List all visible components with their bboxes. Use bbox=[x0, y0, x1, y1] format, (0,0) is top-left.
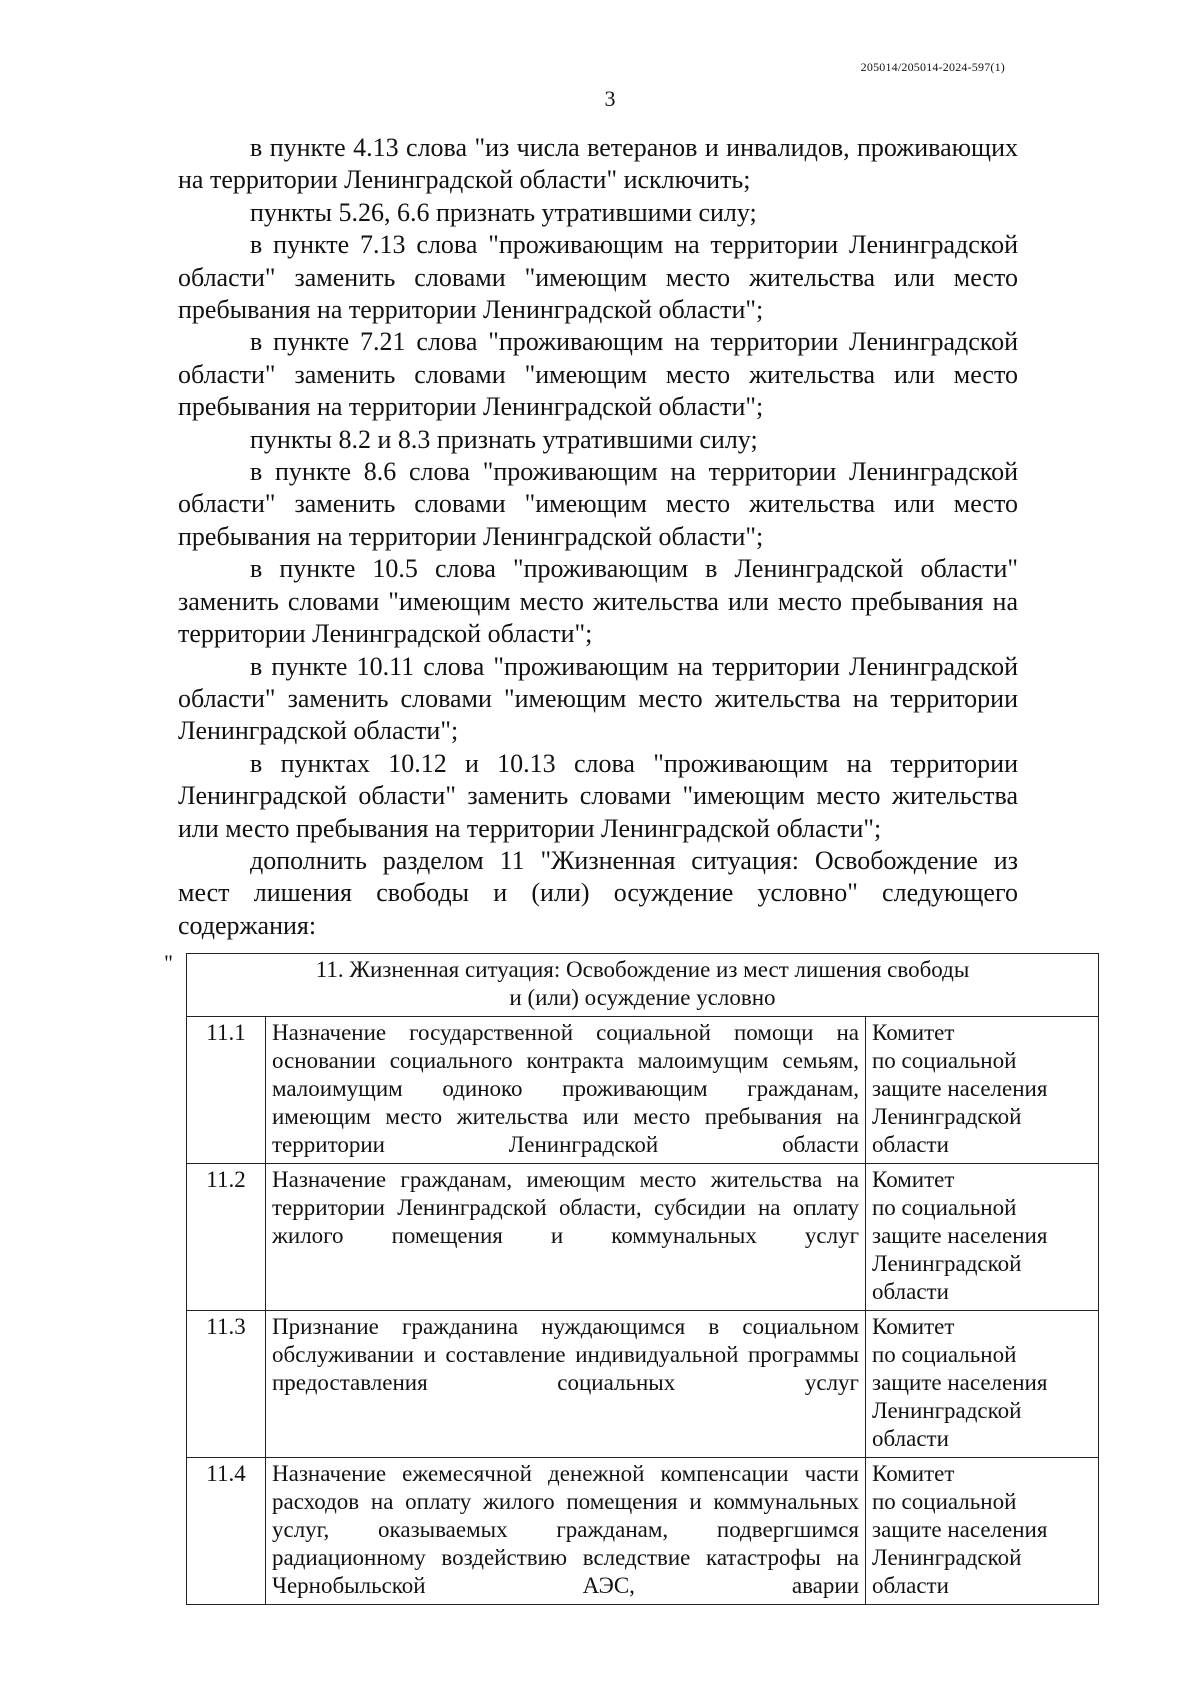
org-line: Ленинградской bbox=[872, 1251, 1022, 1276]
row-organization bbox=[866, 1164, 1099, 1311]
document-code: 205014/205014-2024-597(1) bbox=[860, 60, 1005, 74]
row-number: 11.4 bbox=[187, 1458, 266, 1605]
paragraph-10-11: в пункте 10.11 слова "проживающим на территории Ленинградской области" заменить словами "имеющим место жительства на территории Ленинградской области"; bbox=[178, 651, 1018, 746]
paragraph-10-12: в пунктах 10.12 и 10.13 слова "проживающим на территории Ленинградской области" заменить словами "имеющим место жительства или место пребывания на территории Ленинградской области"; bbox=[178, 748, 1018, 843]
table-row bbox=[187, 1164, 1099, 1311]
org-line: защите населения bbox=[872, 1517, 1048, 1542]
org-line: области bbox=[872, 1573, 949, 1598]
org-line: защите населения bbox=[872, 1223, 1048, 1248]
org-line: по социальной bbox=[872, 1342, 1017, 1367]
row-number: 11.1 bbox=[187, 1017, 266, 1164]
row-number: 11.3 bbox=[187, 1311, 266, 1458]
org-line: Ленинградской bbox=[872, 1545, 1022, 1570]
table-title bbox=[187, 954, 1099, 1017]
row-organization bbox=[866, 1311, 1099, 1458]
org-line: по социальной bbox=[872, 1489, 1017, 1514]
org-line: по социальной bbox=[872, 1048, 1017, 1073]
body-text bbox=[178, 132, 1018, 942]
org-line: защите населения bbox=[872, 1076, 1048, 1101]
table-title-row bbox=[187, 954, 1099, 1017]
row-description: Назначение ежемесячной денежной компенсации части расходов на оплату жилого помещения и коммунальных услуг, оказываемых гражданам, подвергшимся радиационному воздействию вследствие катастрофы на Чернобыльской АЭС, аварии bbox=[266, 1458, 866, 1605]
row-description: Признание гражданина нуждающимся в социальном обслуживании и составление индивидуальной программы предоставления социальных услуг bbox=[266, 1311, 866, 1458]
org-line: области bbox=[872, 1132, 949, 1157]
org-line: Комитет bbox=[872, 1314, 955, 1339]
paragraph-7-21: в пункте 7.21 слова "проживающим на территории Ленинградской области" заменить словами "имеющим место жительства или место пребывания на территории Ленинградской области"; bbox=[178, 327, 1018, 422]
table-row bbox=[187, 1311, 1099, 1458]
paragraph-4-13: в пункте 4.13 слова "из числа ветеранов и инвалидов, проживающих на территории Ленинградской области" исключить; bbox=[178, 133, 1018, 195]
table-title-line: и (или) осуждение условно bbox=[509, 985, 776, 1010]
paragraph-8-2: пункты 8.2 и 8.3 признать утратившими силу; bbox=[250, 424, 758, 454]
table-open-quote: " bbox=[164, 950, 173, 975]
paragraph-7-13: в пункте 7.13 слова "проживающим на территории Ленинградской области" заменить словами "имеющим место жительства или место пребывания на территории Ленинградской области"; bbox=[178, 230, 1018, 325]
row-organization bbox=[866, 1017, 1099, 1164]
org-line: области bbox=[872, 1279, 949, 1304]
org-line: Комитет bbox=[872, 1461, 955, 1486]
org-line: области bbox=[872, 1426, 949, 1451]
row-organization bbox=[866, 1458, 1099, 1605]
situation-table bbox=[186, 953, 1099, 1605]
row-description: Назначение государственной социальной помощи на основании социального контракта малоимущим семьям, малоимущим одиноко проживающим гражданам, имеющим место жительства или место пребывания на территории Ленинградской области bbox=[266, 1017, 866, 1164]
table-row bbox=[187, 1458, 1099, 1605]
org-line: Ленинградской bbox=[872, 1104, 1022, 1129]
org-line: по социальной bbox=[872, 1195, 1017, 1220]
org-line: Ленинградской bbox=[872, 1398, 1022, 1423]
table-title-line: 11. Жизненная ситуация: Освобождение из мест лишения свободы bbox=[315, 957, 970, 982]
paragraph-10-5: в пункте 10.5 слова "проживающим в Ленинградской области" заменить словами "имеющим место жительства или место пребывания на территории Ленинградской области"; bbox=[178, 554, 1018, 649]
paragraph-5-26: пункты 5.26, 6.6 признать утратившими силу; bbox=[250, 197, 757, 227]
paragraph-section-11: дополнить разделом 11 "Жизненная ситуация: Освобождение из мест лишения свободы и (или) осуждение условно" следующего содержания: bbox=[178, 845, 1018, 940]
table-row bbox=[187, 1017, 1099, 1164]
page-number: 3 bbox=[604, 86, 616, 111]
paragraph-8-6: в пункте 8.6 слова "проживающим на территории Ленинградской области" заменить словами "имеющим место жительства или место пребывания на территории Ленинградской области"; bbox=[178, 457, 1018, 551]
org-line: защите населения bbox=[872, 1370, 1048, 1395]
org-line: Комитет bbox=[872, 1020, 955, 1045]
row-description: Назначение гражданам, имеющим место жительства на территории Ленинградской области, субсидии на оплату жилого помещения и коммунальных услуг bbox=[266, 1164, 866, 1311]
row-number: 11.2 bbox=[187, 1164, 266, 1311]
org-line: Комитет bbox=[872, 1167, 955, 1192]
